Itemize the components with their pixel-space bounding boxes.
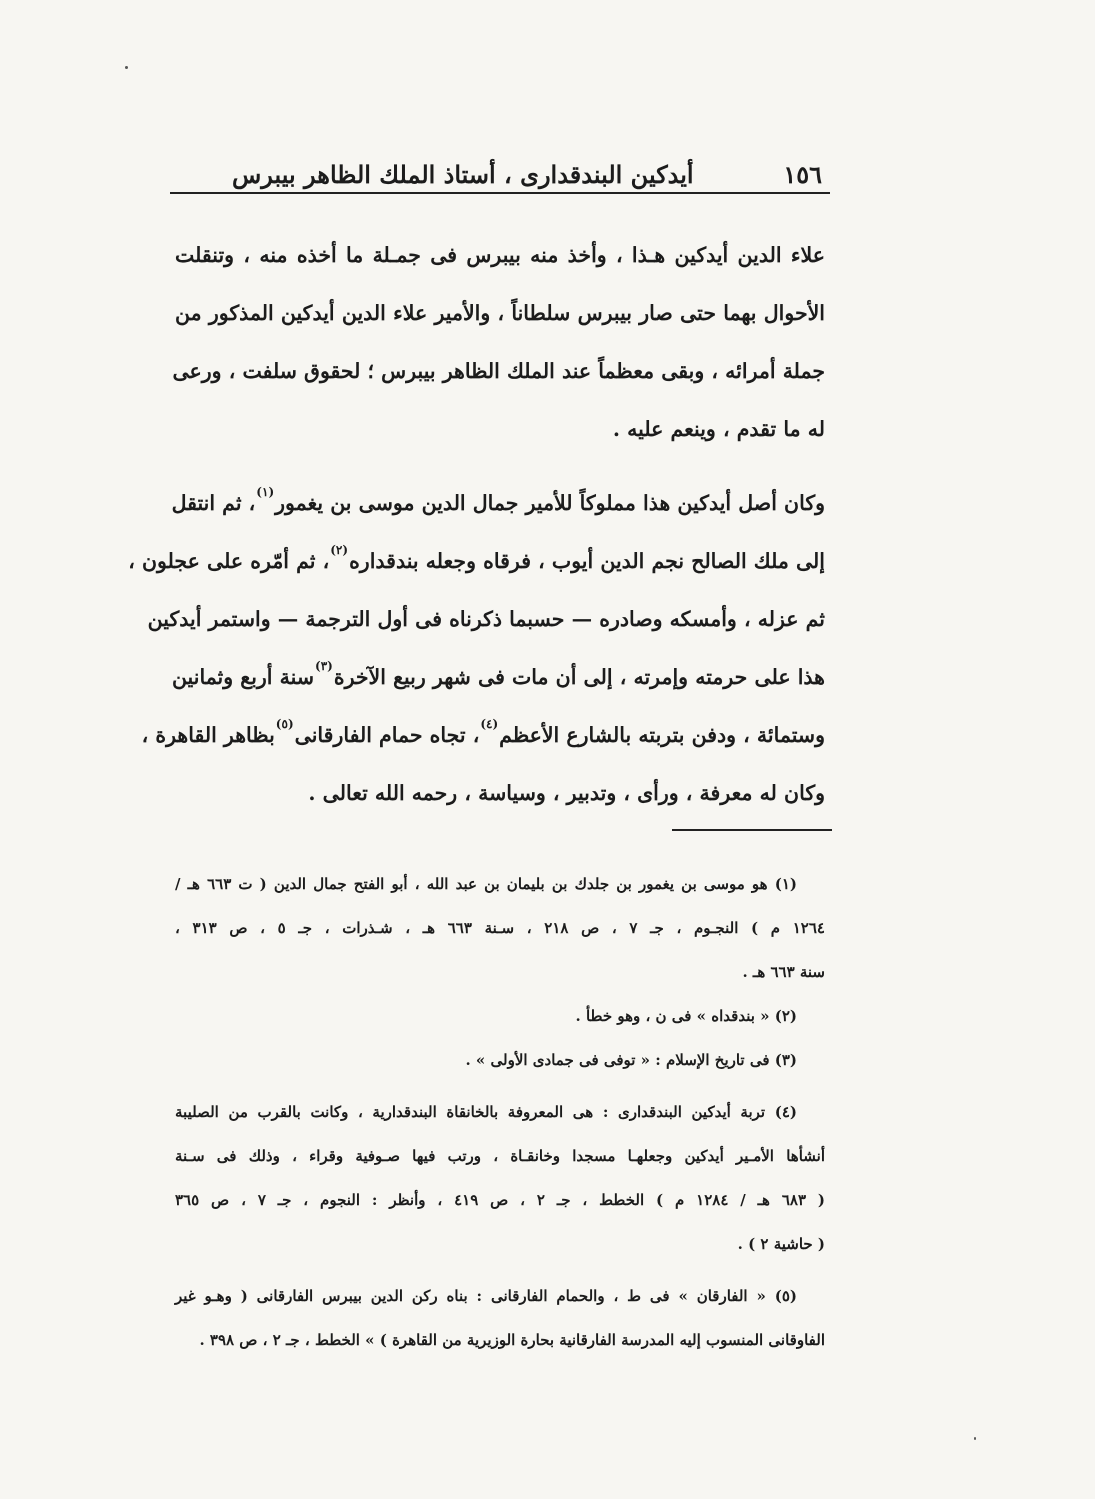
footnote-line: (٥) « الفارقان » فى ط ، والحمام الفارقانى : بناه ركن الدين بيبرس الفارقانى ( وهـو غير <box>175 1287 797 1305</box>
text-line: وستمائة ، ودفن بتربته بالشارع الأعظم$^{(٤)}$، تجاه حمام الفارقانى$^{(٥)}$بظاهر القاهرة ، <box>141 717 825 747</box>
footnote-1 <box>175 862 825 994</box>
text-line: له ما تقدم ، وينعم عليه . <box>612 417 825 441</box>
footnote-line: ١٢٦٤ م ) النجـوم ، جـ ٧ ، ص ٢١٨ ، سـنة ٦٦٣ هـ ، شـذرات ، جـ ٥ ، ص ٣١٣ ، <box>175 919 825 937</box>
footnote-line: (٤) تربة أيدكين البندقدارى : هى المعروفة بالخانقاة البندقدارية ، وكانت بالقرب من الصليبة <box>175 1103 797 1121</box>
footnote-marker: (١) <box>256 485 275 499</box>
running-title: أيدكين البندقدارى ، أستاذ الملك الظاهر بيبرس <box>232 160 694 189</box>
footnote-line: (٢) « بندقداه » فى ن ، وهو خطأ . <box>575 1007 797 1025</box>
footnote-line: (٣) فى تاريخ الإسلام : « توفى فى جمادى الأولى » . <box>465 1051 797 1069</box>
main-text <box>128 226 825 822</box>
scan-speck <box>125 66 128 69</box>
footnote-separator <box>672 829 832 831</box>
footnote-2 <box>175 994 825 1038</box>
header-rule <box>170 192 830 194</box>
text-line: جملة أمرائه ، وبقى معظماً عند الملك الظاهر بيبرس ؛ لحقوق سلفت ، ورعى <box>172 359 825 383</box>
footnote-line: ( حاشية ٢ ) . <box>737 1235 825 1253</box>
footnote-line: ( ٦٨٣ هـ / ١٢٨٤ م ) الخطط ، جـ ٢ ، ص ٤١٩ ، وأنظر : النجوم ، جـ ٧ ، ص ٣٦٥ <box>175 1191 825 1209</box>
footnote-marker: (٤) <box>480 717 499 731</box>
footnote-marker: (٢) <box>330 543 349 557</box>
footnote-4 <box>175 1090 825 1266</box>
footnote-line: أنشأها الأمـير أيدكين وجعلهـا مسجدا وخانقـاة ، ورتب فيها صـوفية وقراء ، وذلك فى سـنة <box>175 1147 825 1165</box>
text-line: علاء الدين أيدكين هـذا ، وأخذ منه بيبرس فى جمـلة ما أخذه منه ، وتنقلت <box>175 243 825 267</box>
text-line: ثم عزله ، وأمسكه وصادره — حسبما ذكرناه فى أول الترجمة — واستمر أيدكين <box>147 607 825 631</box>
text-line: وكان له معرفة ، ورأى ، وتدبير ، وسياسة ، رحمه الله تعالى . <box>308 781 825 805</box>
text-line: هذا على حرمته وإمرته ، إلى أن مات فى شهر ربيع الآخرة$^{(٣)}$سنة أربع وثمانين <box>171 659 825 689</box>
footnote-3 <box>175 1038 825 1082</box>
footnote-line: (١) هو موسى بن يغمور بن جلدك بن بليمان بن عبد الله ، أبو الفتح جمال الدين ( ت ٦٦٣ هـ / <box>175 875 797 893</box>
footnote-5 <box>175 1274 825 1362</box>
footnote-marker: (٣) <box>315 659 333 673</box>
footnote-marker: (٥) <box>275 717 294 731</box>
text-line: الأحوال بهما حتى صار بيبرس سلطاناً ، والأمير علاء الدين أيدكين المذكور من <box>175 301 825 325</box>
footnote-line: الفاوقانى المنسوب إليه المدرسة الفارقانية بحارة الوزيرية من القاهرة ) » الخطط ، جـ ٢ ، ص ٣٩٨ . <box>199 1331 825 1349</box>
scan-speck <box>974 1437 976 1440</box>
page-header <box>170 143 830 189</box>
footnote-line: سنة ٦٦٣ هـ . <box>742 963 825 981</box>
page-number: ١٥٦ <box>783 160 822 189</box>
footnotes <box>175 862 825 1362</box>
text-line: وكان أصل أيدكين هذا مملوكاً للأمير جمال الدين موسى بن يغمور$^{(١)}$، ثم انتقل <box>171 485 825 515</box>
text-line: إلى ملك الصالح نجم الدين أيوب ، فرقاه وجعله بندقداره$^{(٢)}$، ثم أمّره على عجلون ، <box>128 543 825 573</box>
